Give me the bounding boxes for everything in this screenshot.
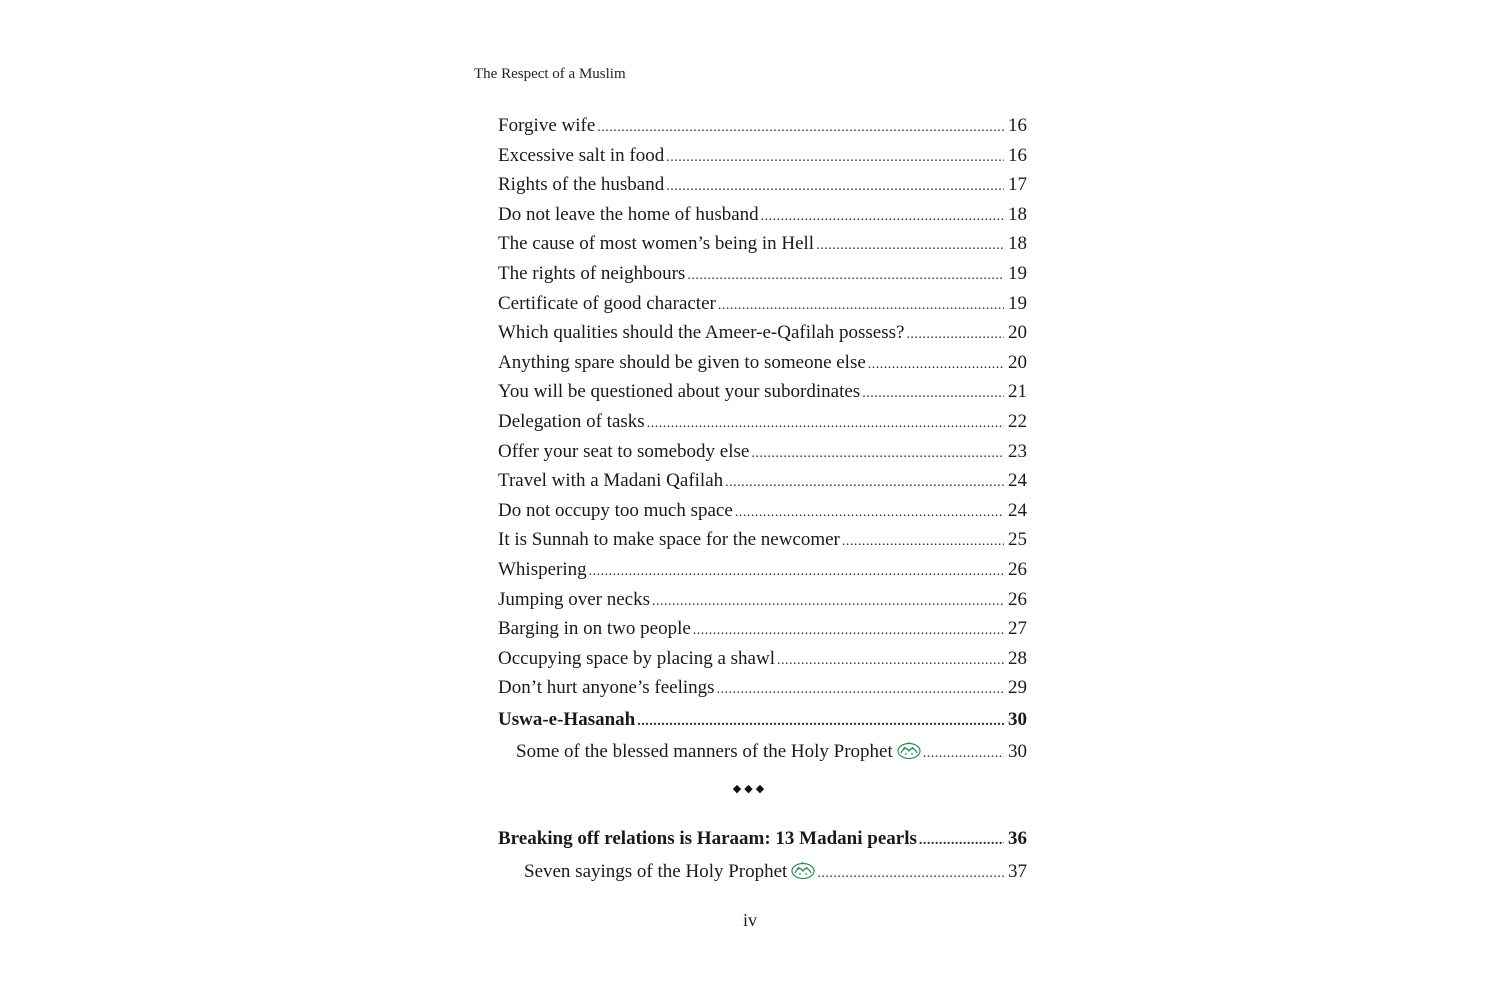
toc-entry[interactable] [498,111,1027,141]
toc-entry-title: The cause of most women’s being in Hell [498,233,815,255]
toc-entry-page: 26 [1008,588,1027,610]
dot-leader [906,320,1004,350]
toc-entry-page: 27 [1008,618,1027,640]
page-number: iv [742,910,757,930]
toc-entry[interactable] [498,496,1027,526]
toc-entry-title: Whispering [498,558,587,580]
toc-entry[interactable] [498,407,1027,437]
toc-entry-title: Occupying space by placing a shawl [498,647,775,669]
toc-entry-page: 18 [1008,203,1027,225]
toc-entry[interactable] [498,259,1027,289]
running-header: The Respect of a Muslim [474,66,626,82]
toc-entry[interactable] [498,200,1027,230]
section-divider: ◆◆◆ [732,783,768,795]
dot-leader [761,202,1004,232]
dot-leader [842,527,1004,557]
toc-entry-title: Barging in on two people [498,618,691,640]
toc-entry-page: 19 [1008,262,1027,284]
dot-leader [751,439,1004,469]
toc-entry-title: Do not leave the home of husband [498,203,759,225]
toc-entry-page: 20 [1008,322,1027,344]
toc-entry-page: 22 [1008,410,1027,432]
toc-entry-page: 28 [1008,647,1027,669]
toc-entry-title: Excessive salt in food [498,144,665,166]
toc-entry[interactable] [498,437,1027,467]
dot-leader [666,172,1004,202]
toc-entry-page: 36 [1008,828,1027,849]
dot-leader [725,468,1004,498]
toc-entry-page: 25 [1008,529,1027,551]
toc-entry-title: Do not occupy too much space [498,499,733,521]
toc-entry-title: Offer your seat to somebody else [498,440,750,462]
dot-leader [652,587,1004,617]
toc-entry[interactable] [498,555,1027,585]
toc-entry[interactable] [498,585,1027,615]
dot-leader [862,379,1004,409]
dot-leader [919,826,1004,856]
toc-entry-title: Certificate of good character [498,292,716,314]
dot-leader [589,557,1004,587]
toc-entry-page: 21 [1008,381,1027,403]
toc-entry-page: 17 [1008,174,1027,196]
toc-entry-title: Seven sayings of the Holy Prophet [524,860,788,882]
toc-entry[interactable] [498,525,1027,555]
toc-section-breaking [498,824,1027,886]
toc-entry-page: 24 [1008,499,1027,521]
toc-main-list [498,111,1027,703]
toc-entry-title: Rights of the husband [498,174,665,196]
dot-leader [868,350,1004,380]
dot-leader [816,231,1004,261]
toc-entry-page: 30 [1008,740,1027,762]
dot-leader [666,143,1004,173]
toc-entry-title-wrap [498,737,921,767]
salawat-calligraphy-icon [791,860,815,880]
salawat-calligraphy-icon [897,740,921,760]
toc-entry-page: 18 [1008,233,1027,255]
dot-leader [647,409,1004,439]
toc-entry-page: 19 [1008,292,1027,314]
dot-leader [817,859,1004,889]
toc-entry-title: Delegation of tasks [498,410,645,432]
toc-entry-title: The rights of neighbours [498,262,686,284]
toc-entry[interactable] [498,141,1027,171]
toc-entry[interactable] [498,289,1027,319]
toc-entry-page: 37 [1008,860,1027,882]
toc-entry-title: Breaking off relations is Haraam: 13 Madani pearls [498,828,917,849]
toc-entry-title: Don’t hurt anyone’s feelings [498,677,715,699]
toc-entry-page: 24 [1008,470,1027,492]
dot-leader [718,291,1004,321]
toc-entry-title: Travel with a Madani Qafilah [498,470,724,492]
toc-entry-page: 23 [1008,440,1027,462]
toc-entry-page: 16 [1008,144,1027,166]
dot-leader [687,261,1004,291]
toc-entry[interactable] [498,377,1027,407]
toc-entry[interactable] [498,170,1027,200]
toc-entry[interactable] [498,348,1027,378]
toc-entry[interactable] [498,466,1027,496]
toc-entry-title: Uswa-e-Hasanah [498,709,636,730]
toc-heading-uswa[interactable] [498,705,1027,735]
toc-entry-title: Anything spare should be given to someone else [498,351,866,373]
toc-entry-page: 29 [1008,677,1027,699]
toc-entry-title: You will be questioned about your subordinates [498,381,861,403]
toc-entry-title: Some of the blessed manners of the Holy Prophet [516,740,893,762]
toc-entry[interactable] [498,318,1027,348]
toc-entry[interactable] [498,644,1027,674]
dot-leader [735,498,1004,528]
dot-leader [637,707,1004,737]
toc-entry-page: 26 [1008,558,1027,580]
toc-subentry-uswa[interactable] [498,737,1027,767]
toc-entry-title: Jumping over necks [498,588,650,610]
toc-entry[interactable] [498,614,1027,644]
toc-entry[interactable] [498,673,1027,703]
toc-entry-page: 20 [1008,351,1027,373]
dot-leader [693,616,1004,646]
toc-entry-title-wrap [498,857,815,887]
toc-entry-page: 30 [1008,709,1027,730]
toc-entry-title: Which qualities should the Ameer-e-Qafilah possess? [498,322,905,344]
toc-section-uswa [498,705,1027,766]
dot-leader [597,113,1004,143]
toc-heading-breaking[interactable] [498,824,1027,854]
dot-leader [717,675,1004,705]
dot-leader [923,739,1004,769]
toc-entry-title: It is Sunnah to make space for the newcomer [498,529,840,551]
toc-entry-page: 16 [1008,115,1027,136]
toc-subentry-breaking[interactable] [498,857,1027,887]
toc-entry[interactable] [498,229,1027,259]
dot-leader [777,646,1004,676]
toc-entry-title: Forgive wife [498,115,596,136]
